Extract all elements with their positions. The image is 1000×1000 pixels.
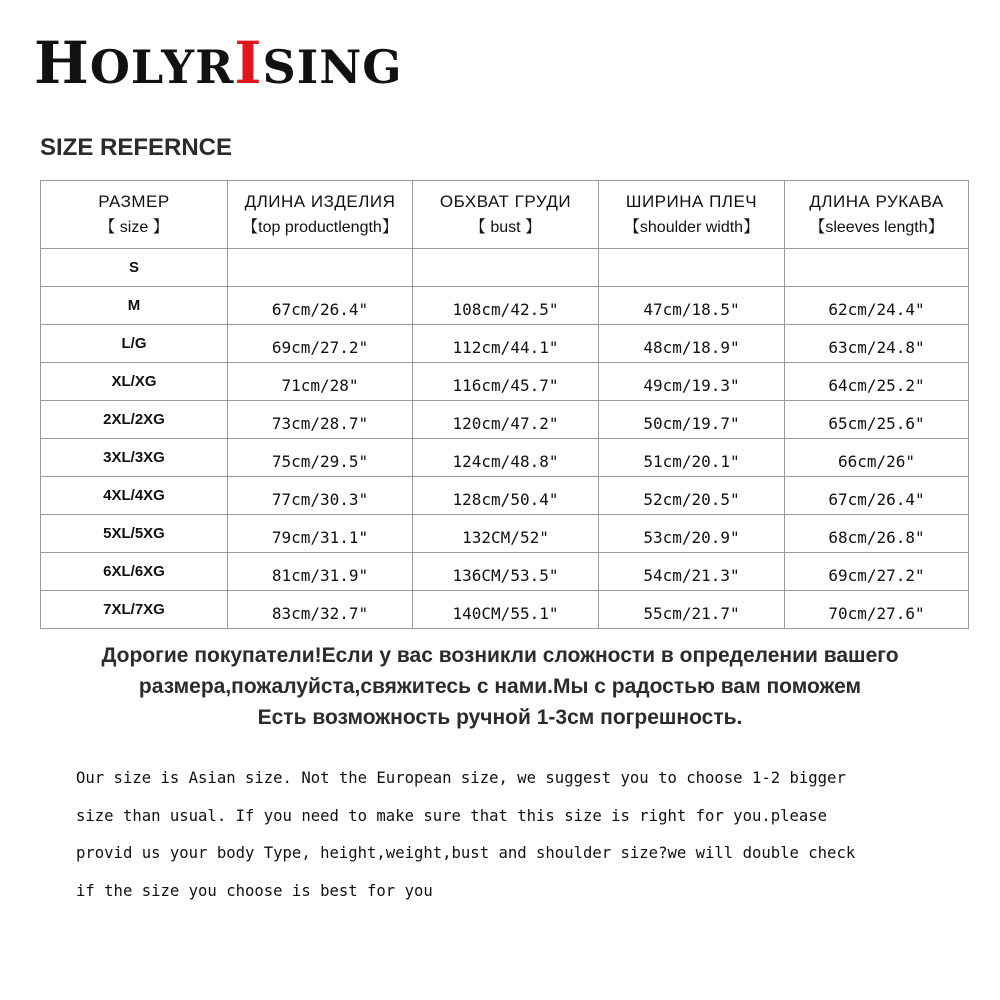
size-cell: 5XL/5XG [41,515,228,553]
table-header-row [41,181,969,249]
table-row [41,553,969,591]
table-row [41,249,969,287]
sleeves-cell: 63cm/24.8" [785,325,969,363]
sleeves-cell: 66cm/26" [785,439,969,477]
length-cell: 77cm/30.3" [228,477,413,515]
shoulder-cell: 55cm/21.7" [599,591,785,629]
logo-letters-olyr: OLYR [89,40,235,94]
table-row [41,591,969,629]
table-row [41,363,969,401]
russian-note-line: размера,пожалуйста,свяжитесь с нами.Мы с радостью вам поможем [138,675,862,698]
table-row [41,401,969,439]
bust-cell: 112cm/44.1" [413,325,599,363]
shoulder-cell: 49cm/19.3" [599,363,785,401]
table-row [41,439,969,477]
english-note-line: Our size is Asian size. Not the European size, we suggest you to choose 1-2 bigger [76,769,846,787]
size-reference-title: SIZE REFERNCE [40,134,233,161]
bust-cell: 132CM/52" [413,515,599,553]
english-note-line: size than usual. If you need to make sure that this size is right for you.please [76,806,828,825]
english-note-line: if the size you choose is best for you [76,881,433,900]
bust-cell: 136CM/53.5" [413,553,599,591]
length-cell: 73cm/28.7" [228,401,413,439]
size-cell: 6XL/6XG [41,553,228,591]
length-cell: 75cm/29.5" [228,439,413,477]
table-row [41,515,969,553]
shoulder-cell: 48cm/18.9" [599,325,785,363]
logo-letters-sing: SING [262,40,403,94]
sleeves-cell [785,249,969,287]
bust-cell: 140CM/55.1" [413,591,599,629]
table-row [41,287,969,325]
length-cell: 69cm/27.2" [228,325,413,363]
header-bust: ОБХВАТ ГРУДИ 【 bust 】 [413,181,599,249]
size-cell: M [41,287,228,325]
size-cell: 2XL/2XG [41,401,228,439]
sleeves-cell: 62cm/24.4" [785,287,969,325]
size-cell: 7XL/7XG [41,591,228,629]
bust-cell: 108cm/42.5" [413,287,599,325]
sleeves-cell: 70cm/27.6" [785,591,969,629]
length-cell: 67cm/26.4" [228,287,413,325]
russian-note-line: Есть возможность ручной 1-3см погрешность. [257,706,743,729]
bust-cell: 120cm/47.2" [413,401,599,439]
sleeves-cell: 67cm/26.4" [785,477,969,515]
english-note-line: provid us your body Type, height,weight,bust and shoulder size?we will double check [76,844,856,862]
russian-note [0,640,1000,733]
length-cell [228,249,413,287]
sleeves-cell: 68cm/26.8" [785,515,969,553]
header-length: ДЛИНА ИЗДЕЛИЯ 【top productlength】 [228,181,413,249]
bust-cell: 116cm/45.7" [413,363,599,401]
length-cell: 71cm/28" [228,363,413,401]
shoulder-cell [599,249,785,287]
brand-logo [34,29,403,97]
shoulder-cell: 50cm/19.7" [599,401,785,439]
size-cell: 3XL/3XG [41,439,228,477]
shoulder-cell: 47cm/18.5" [599,287,785,325]
length-cell: 79cm/31.1" [228,515,413,553]
bust-cell: 124cm/48.8" [413,439,599,477]
shoulder-cell: 54cm/21.3" [599,553,785,591]
bust-cell: 128cm/50.4" [413,477,599,515]
russian-note-line: Дорогие покупатели!Если у вас возникли сложности в определении вашего [101,644,899,667]
header-sleeves: ДЛИНА РУКАВА 【sleeves length】 [785,181,969,249]
size-cell: S [41,249,228,287]
logo-letter-h: H [34,29,90,97]
english-note [76,760,986,910]
shoulder-cell: 52cm/20.5" [599,477,785,515]
shoulder-cell: 51cm/20.1" [599,439,785,477]
table-row [41,325,969,363]
sleeves-cell: 69cm/27.2" [785,553,969,591]
length-cell: 81cm/31.9" [228,553,413,591]
shoulder-cell: 53cm/20.9" [599,515,785,553]
logo-letter-i: I [234,29,263,97]
sleeves-cell: 64cm/25.2" [785,363,969,401]
header-shoulder: ШИРИНА ПЛЕЧ 【shoulder width】 [599,181,785,249]
bust-cell [413,249,599,287]
size-table [40,180,969,629]
table-row [41,477,969,515]
length-cell: 83cm/32.7" [228,591,413,629]
header-size: РАЗМЕР 【 size 】 [41,181,228,249]
sleeves-cell: 65cm/25.6" [785,401,969,439]
size-cell: XL/XG [41,363,228,401]
size-cell: L/G [41,325,228,363]
size-cell: 4XL/4XG [41,477,228,515]
